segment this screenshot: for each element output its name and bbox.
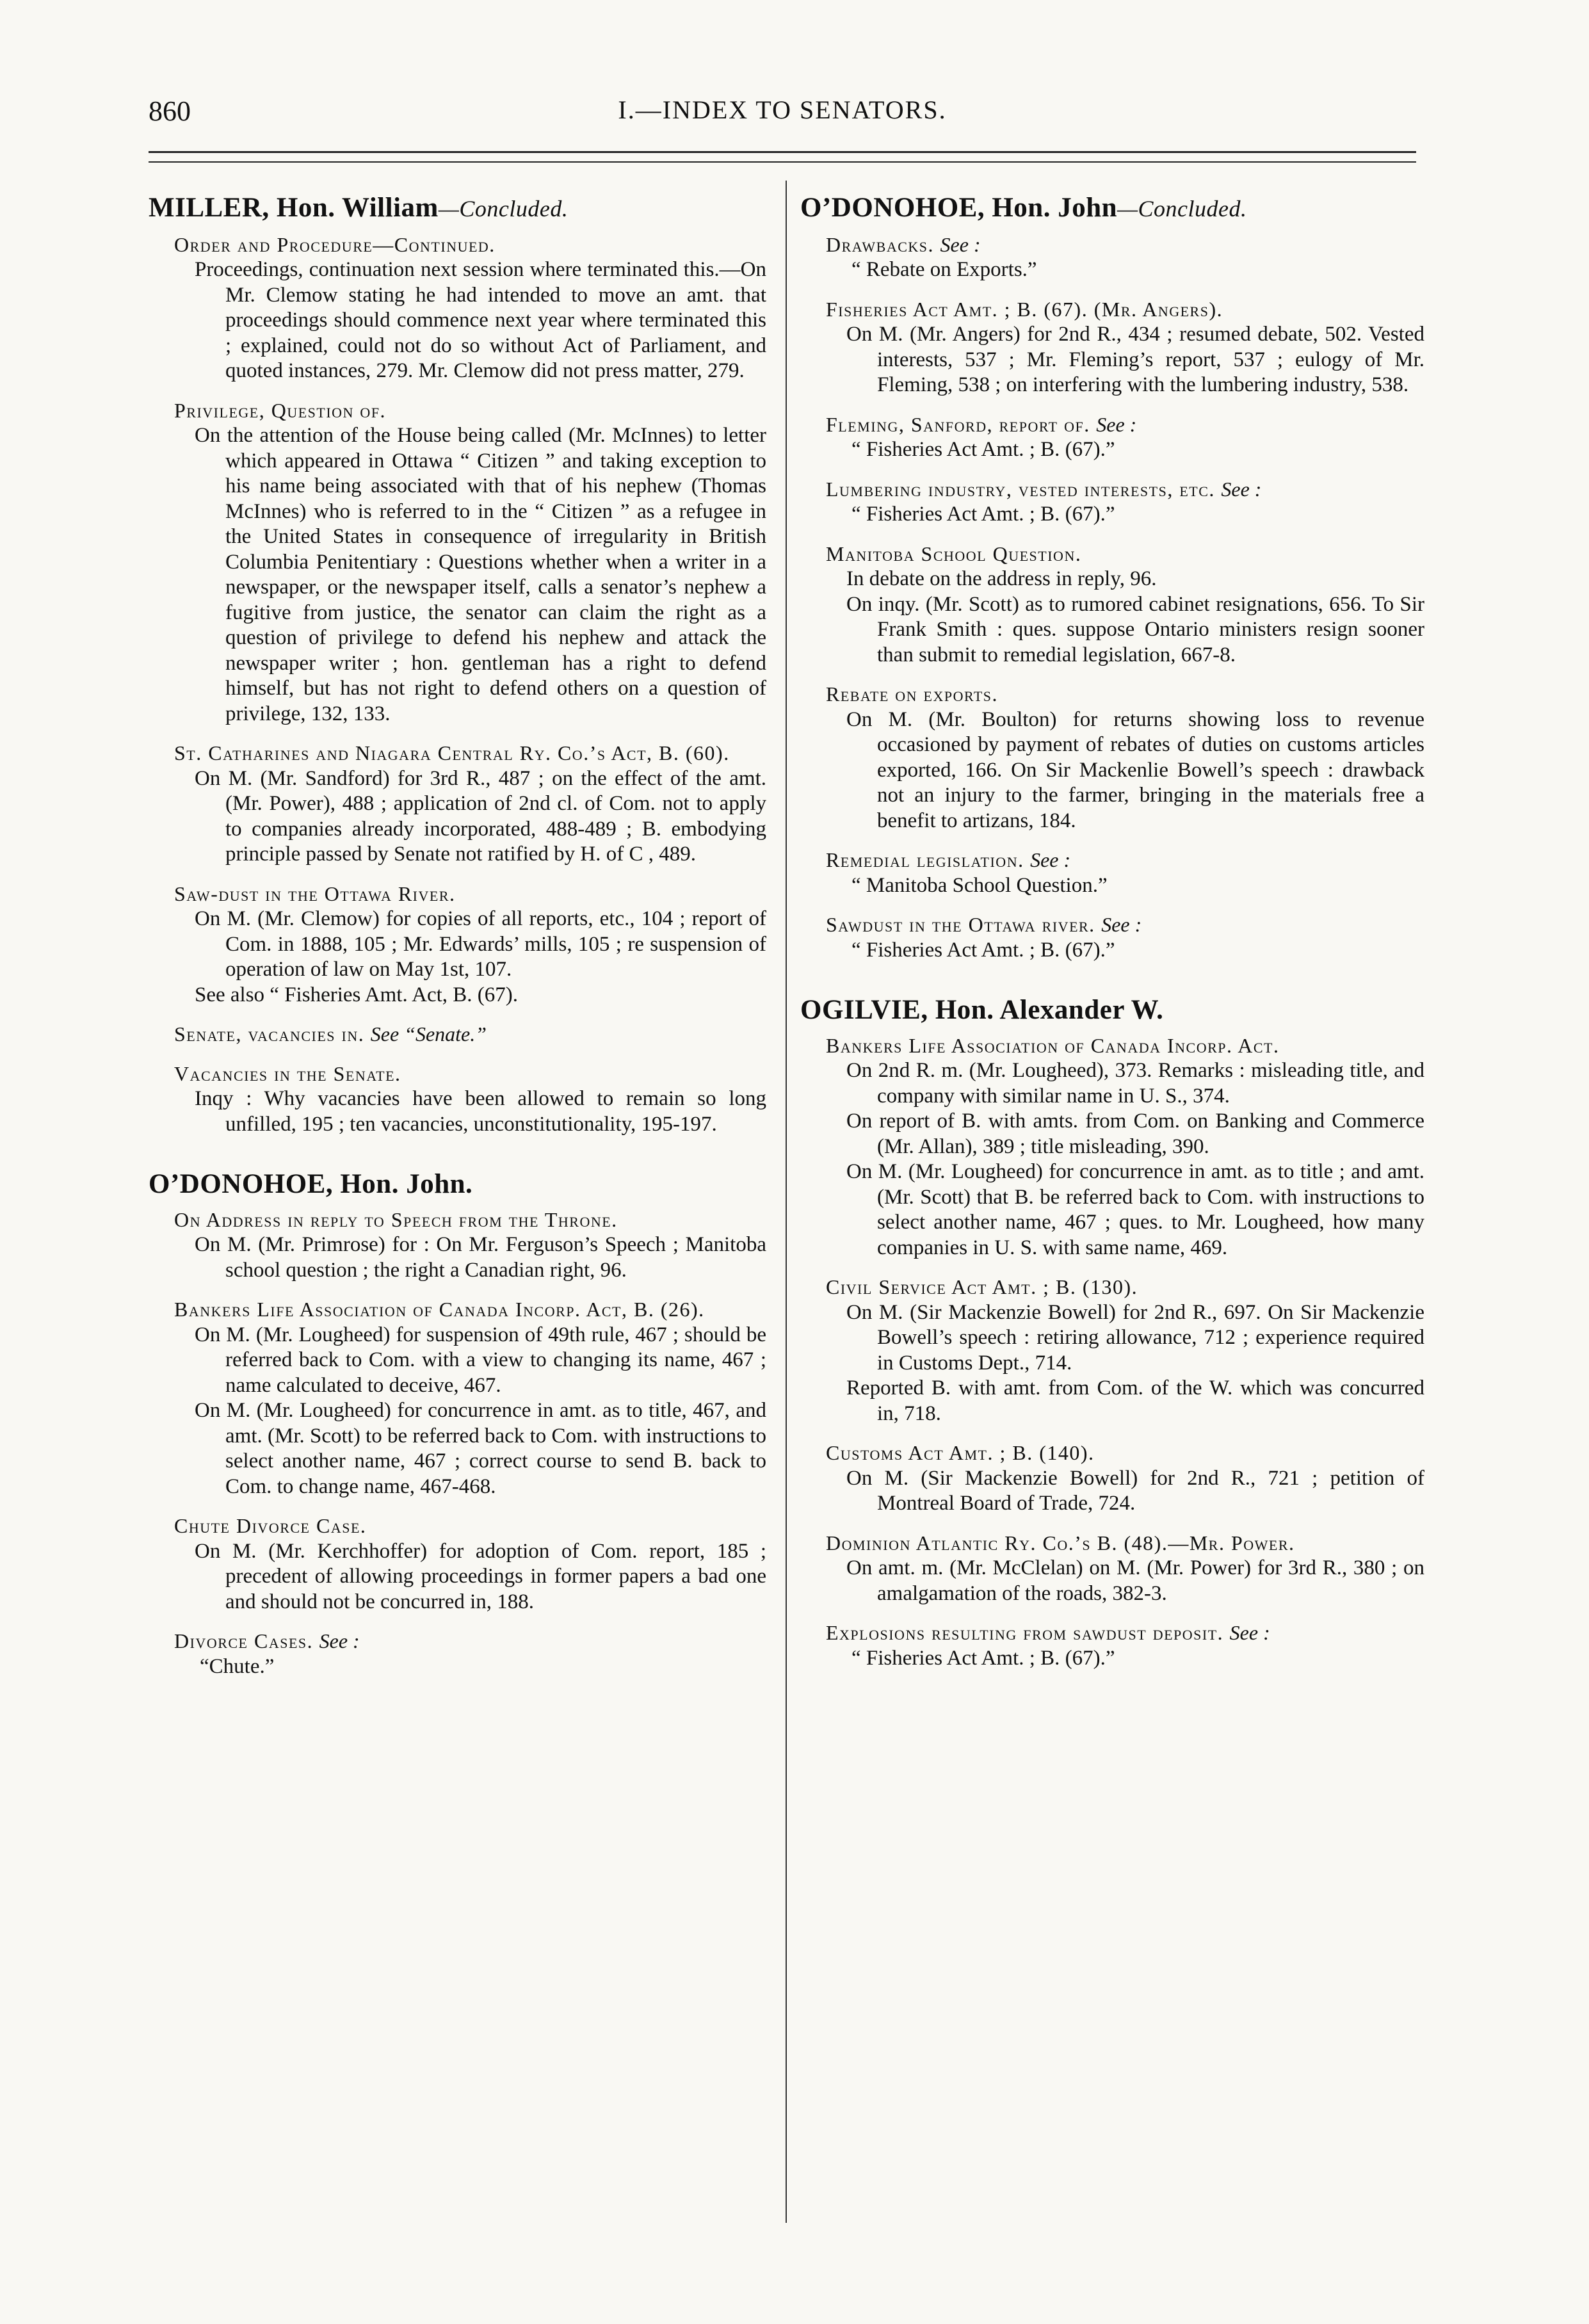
subject-heading [800,412,1424,438]
subject-title: Chute Divorce Case. [174,1514,367,1537]
index-subject [800,1531,1424,1607]
subject-heading [149,398,766,424]
index-subject [800,1440,1424,1517]
index-subject [800,477,1424,528]
subject-title: Lumbering industry, vested interests, etc. [826,477,1215,501]
subject-heading [149,1207,766,1233]
index-reference: “ Rebate on Exports.” [851,258,1037,281]
index-subject [149,1022,766,1047]
index-reference: On M. (Sir Mackenzie Bowell) for 2nd R., 697. On Sir Mackenzie Bowell’s speech : retiring allowance, 712 ; experience required in Customs Dept., 714. [846,1300,1424,1375]
heading-qualifier: —Concluded. [1117,196,1247,222]
senator-entry [800,997,1424,1023]
subject-heading [800,1440,1424,1466]
index-subject [149,1061,766,1138]
subject-title: Divorce Cases. [174,1629,314,1652]
index-reference: “ Fisheries Act Amt. ; B. (67).” [851,438,1115,461]
senator-name: OGILVIE, Hon. Alexander W. [800,995,1164,1025]
index-reference: On M. (Mr. Angers) for 2nd R., 434 ; resumed debate, 502. Vested interests, 537 ; Mr. Fleming’s report, 537 ; eulogy of Mr. Fleming, 538 ; on interfering with the lumbering industry, 538. [846,323,1424,396]
index-reference: On M. (Mr. Lougheed) for concurrence in amt. as to title ; and amt. (Mr. Scott) that B. be referred back to Com. with instructions to select another name, 467 ; ques. to Mr. Lougheed, how many companies in U. S. with same name, 469. [846,1160,1424,1259]
index-reference: On inqy. (Mr. Scott) as to rumored cabinet resignations, 656. To Sir Frank Smith : ques. suppose Ontario ministers resign sooner than submit to remedial legislation, 667-8. [846,592,1424,666]
index-subject [149,1513,766,1615]
index-reference: On M. (Mr. Sandford) for 3rd R., 487 ; on the effect of the amt. (Mr. Power), 488 ; application of 2nd cl. of Com. not to apply to companies already incorporated, 488-489 ; B. embodying principle passed by Senate not ratified by H. of C , 489. [195,766,766,866]
subject-title: Drawbacks. [826,232,935,256]
running-title: I.—INDEX TO SENATORS. [618,95,947,124]
senator-name: O’DONOHOE, Hon. John. [149,1169,473,1199]
senator-heading [149,195,766,222]
index-reference: “ Fisheries Act Amt. ; B. (67).” [851,503,1115,526]
subject-title: Saw-dust in the Ottawa River. [174,882,456,905]
see-reference: See : [1221,477,1262,501]
subject-title: Privilege, Question of. [174,398,387,422]
header-rule-top [149,151,1416,153]
index-subject [800,1033,1424,1261]
index-reference: Proceedings, continuation next session where terminated this.—On Mr. Clemow stating he had intended to move an amt. that proceedings should commence next year where terminated this ; explained, could not do so without Act of Parliament, and quoted instances, 279. Mr. Clemow did not press matter, 279. [195,258,766,382]
subject-heading [800,682,1424,707]
page-number: 860 [149,95,191,127]
index-reference: “Chute.” [200,1654,275,1678]
subject-title: On Address in reply to Speech from the Throne. [174,1207,618,1231]
subject-title: St. Catharines and Niagara Central Ry. Co.’s Act, B. (60). [174,741,730,764]
see-reference: See : [1096,412,1137,436]
subject-title: Rebate on exports. [826,682,999,706]
senator-entry [800,195,1424,222]
index-reference: On M. (Mr. Lougheed) for suspension of 49th rule, 467 ; should be referred back to Com. with a view to changing its name, 467 ; name calculated to deceive, 467. [195,1323,766,1397]
column-divider [786,181,787,2223]
index-reference: In debate on the address in reply, 96. [846,567,1157,590]
see-reference: See : [940,232,981,256]
index-subject [800,232,1424,283]
index-subject [800,542,1424,668]
index-subject [149,882,766,1008]
left-column [149,195,766,1693]
subject-title: Customs Act Amt. ; B. (140). [826,1441,1095,1464]
subject-heading [800,912,1424,938]
senator-heading [800,195,1424,222]
index-reference: On M. (Mr. Lougheed) for concurrence in amt. as to title, 467, and amt. (Mr. Scott) to be referred back to Com. with instructions to select another name, 467 ; correct course to send B. back to Com. to change name, 467-468. [195,1399,766,1498]
index-reference: On M. (Mr. Clemow) for copies of all reports, etc., 104 ; report of Com. in 1888, 105 ; Mr. Edwards’ mills, 105 ; re suspension of operation of law on May 1st, 107. [195,907,766,981]
index-reference: “ Manitoba School Question.” [851,873,1108,897]
subject-title: Fisheries Act Amt. ; B. (67). (Mr. Angers). [826,297,1223,321]
index-subject [149,1207,766,1284]
index-subject [149,232,766,384]
index-subject [800,682,1424,834]
senator-name: O’DONOHOE, Hon. John [800,193,1118,223]
subject-heading [800,1275,1424,1300]
index-reference: On 2nd R. m. (Mr. Lougheed), 373. Remarks : misleading title, and company with similar name in U. S., 374. [846,1059,1424,1108]
senator-entry [149,195,766,222]
index-subject [800,1620,1424,1671]
index-subject [149,398,766,727]
subject-heading [800,297,1424,323]
subject-heading [149,741,766,766]
subject-title: Remedial legislation. [826,848,1024,871]
senator-name: MILLER, Hon. William [149,193,439,223]
index-subject [800,1275,1424,1426]
subject-heading [800,542,1424,567]
index-subject [800,848,1424,898]
subject-title: Fleming, Sanford, report of. [826,412,1090,436]
index-reference: On report of B. with amts. from Com. on Banking and Commerce (Mr. Allan), 389 ; title misleading, 390. [846,1110,1424,1158]
heading-qualifier: —Concluded. [438,196,569,222]
subject-heading [149,1629,766,1654]
subject-title: Bankers Life Association of Canada Incorp. Act, B. (26). [174,1298,705,1321]
index-subject [149,1297,766,1499]
index-reference: “ Fisheries Act Amt. ; B. (67).” [851,938,1115,962]
see-reference: See : [1030,848,1071,871]
subject-heading [800,1033,1424,1059]
running-head [149,95,1416,133]
subject-heading [149,1022,766,1047]
index-reference: See also “ Fisheries Amt. Act, B. (67). [195,983,519,1006]
subject-title: Bankers Life Association of Canada Incorp. Act. [826,1033,1280,1057]
index-reference: On M. (Mr. Primrose) for : On Mr. Ferguson’s Speech ; Manitoba school question ; the right a Canadian right, 96. [195,1233,766,1282]
subject-heading [800,477,1424,503]
subject-title: Sawdust in the Ottawa river. [826,913,1095,936]
subject-title: Dominion Atlantic Ry. Co.’s B. (48).—Mr. Power. [826,1531,1295,1554]
see-reference: See “Senate.” [370,1022,487,1045]
subject-heading [149,1297,766,1323]
index-subject [800,412,1424,463]
subject-title: Order and Procedure—Continued. [174,232,496,256]
header-rule-bottom [149,161,1416,163]
index-reference: Inqy : Why vacancies have been allowed to remain so long unfilled, 195 ; ten vacancies, unconstitutionality, 195-197. [195,1087,766,1136]
right-column [800,195,1424,1685]
senator-heading [149,1169,766,1199]
see-reference: See : [1101,913,1142,936]
index-reference: On M. (Mr. Boulton) for returns showing loss to revenue occasioned by payment of rebates of duties on customs articles exported, 166. On Sir Mackenlie Bowell’s speech : drawback not an injury to the farmer, bringing in the materials free a benefit to artizans, 184. [846,707,1424,832]
subject-title: Vacancies in the Senate. [174,1061,401,1085]
subject-title: Civil Service Act Amt. ; B. (130). [826,1275,1138,1298]
index-subject [800,297,1424,398]
index-reference: On amt. m. (Mr. McClelan) on M. (Mr. Power) for 3rd R., 380 ; on amalgamation of the roads, 382-3. [846,1556,1424,1605]
subject-heading [800,232,1424,258]
subject-heading [800,1620,1424,1646]
index-subject [800,912,1424,963]
senator-entry [149,1169,766,1199]
see-reference: See : [319,1629,360,1652]
index-reference: On M. (Sir Mackenzie Bowell) for 2nd R., 721 ; petition of Montreal Board of Trade, 724. [846,1466,1424,1515]
index-subject [149,1629,766,1679]
subject-heading [149,232,766,258]
subject-heading [800,848,1424,873]
subject-heading [149,1513,766,1539]
subject-heading [149,1061,766,1087]
see-reference: See : [1229,1621,1270,1644]
index-reference: “ Fisheries Act Amt. ; B. (67).” [851,1646,1115,1670]
senator-heading [800,997,1424,1023]
subject-title: Senate, vacancies in. [174,1022,365,1045]
index-reference: On the attention of the House being called (Mr. McInnes) to letter which appeared in Ottawa “ Citizen ” and taking exception to his name being associated with that of his nephew (Thomas McInnes) who is referred to in the “ Citizen ” as a refugee in the United States in consequence of irregularity in British Columbia Penitentiary : Questions whether when a writer in a newspaper, or the newspaper itself, calls a senator’s nephew a fugitive from justice, the senator can claim the right as a question of privilege to defend his nephew and attack the newspaper writer ; hon. gentleman has a right to defend himself, but has not right to defend others on a question of privilege, 132, 133. [195,424,766,725]
subject-title: Explosions resulting from sawdust deposit. [826,1621,1224,1644]
subject-heading [149,882,766,907]
subject-heading [800,1531,1424,1556]
subject-title: Manitoba School Question. [826,542,1082,565]
index-subject [149,741,766,867]
index-reference: Reported B. with amt. from Com. of the W. which was concurred in, 718. [846,1376,1424,1425]
index-reference: On M. (Mr. Kerchhoffer) for adoption of Com. report, 185 ; precedent of allowing proceedings in former papers a bad one and should not be concurred in, 188. [195,1539,766,1613]
